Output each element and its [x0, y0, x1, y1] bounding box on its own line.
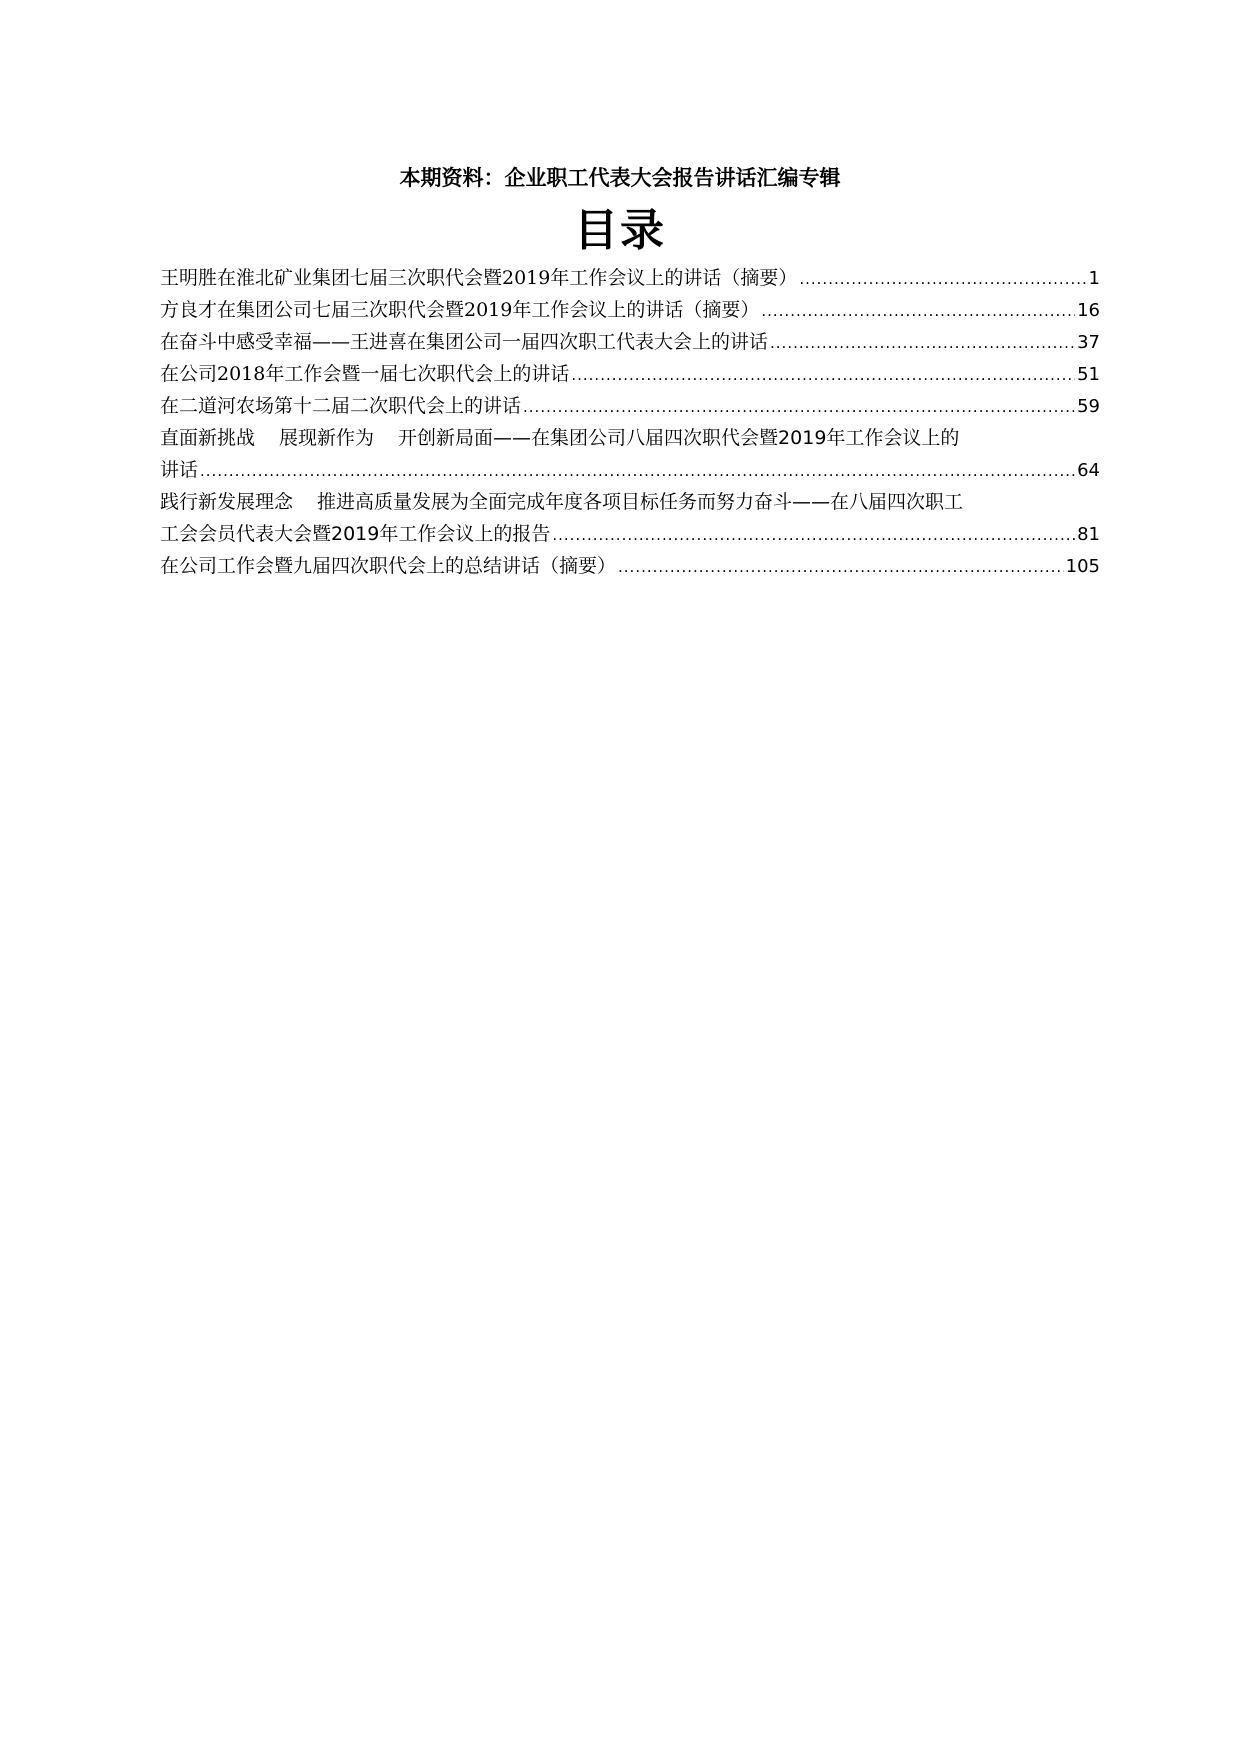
toc-entry-title-part: 直面新挑战: [160, 427, 256, 449]
toc-page-number: 64: [1077, 460, 1100, 481]
toc-title: 目录: [574, 205, 666, 256]
toc-entry-title-part: 展现新作为: [279, 427, 375, 449]
leader-dots: [770, 327, 1075, 359]
leader-dots: [761, 295, 1075, 327]
toc-page-number: 105: [1065, 556, 1100, 577]
toc-entry-6[interactable]: [160, 422, 1100, 486]
toc-entry-title: 方良才在集团公司七届三次职代会暨2019年工作会议上的讲话（摘要）: [160, 299, 760, 321]
toc-entry-title-part: 践行新发展理念: [160, 491, 294, 513]
toc-entry-title-continued: 讲话: [160, 459, 199, 481]
toc-page-number: 37: [1077, 332, 1100, 353]
toc-entry-title: 在公司工作会暨九届四次职代会上的总结讲话（摘要）: [160, 555, 617, 577]
toc-entry-title: 王明胜在淮北矿业集团七届三次职代会暨2019年工作会议上的讲话（摘要）: [160, 267, 798, 289]
toc-entry-8[interactable]: [160, 550, 1100, 582]
toc-entry-title: 在二道河农场第十二届二次职代会上的讲话: [160, 395, 522, 417]
toc-page-number: 81: [1077, 524, 1100, 545]
toc-entry-title-continued: 工会会员代表大会暨2019年工作会议上的报告: [160, 523, 551, 545]
toc-page-number: 16: [1077, 300, 1100, 321]
toc-entry-5[interactable]: [160, 390, 1100, 422]
toc-entry-title-part: 推进高质量发展为全面完成年度各项目标任务而努力奋斗: [317, 491, 793, 513]
toc-entry-2[interactable]: [160, 294, 1100, 326]
toc-entry-title-part: 开创新局面: [398, 427, 494, 449]
toc-page-number: 59: [1077, 396, 1100, 417]
leader-dots: [552, 519, 1075, 551]
toc-page-number: 51: [1077, 364, 1100, 385]
toc-entry-7[interactable]: [160, 486, 1100, 550]
leader-dots: [200, 455, 1075, 487]
leader-dots: [571, 359, 1075, 391]
toc-entry-3[interactable]: [160, 326, 1100, 358]
table-of-contents: [160, 262, 1100, 582]
document-subtitle: 本期资料：企业职工代表大会报告讲话汇编专辑: [399, 166, 841, 190]
toc-page-number: 1: [1088, 268, 1100, 289]
toc-entry-1[interactable]: [160, 262, 1100, 294]
toc-entry-subtitle: ——在八届四次职工: [792, 491, 964, 513]
leader-dots: [799, 263, 1086, 295]
leader-dots: [523, 391, 1075, 423]
toc-entry-4[interactable]: [160, 358, 1100, 390]
leader-dots: [618, 551, 1064, 583]
toc-entry-subtitle: ——在集团公司八届四次职代会暨2019年工作会议上的: [493, 427, 960, 449]
toc-entry-title: 在公司2018年工作会暨一届七次职代会上的讲话: [160, 363, 570, 385]
toc-entry-title: 在奋斗中感受幸福——王进喜在集团公司一届四次职工代表大会上的讲话: [160, 331, 769, 353]
